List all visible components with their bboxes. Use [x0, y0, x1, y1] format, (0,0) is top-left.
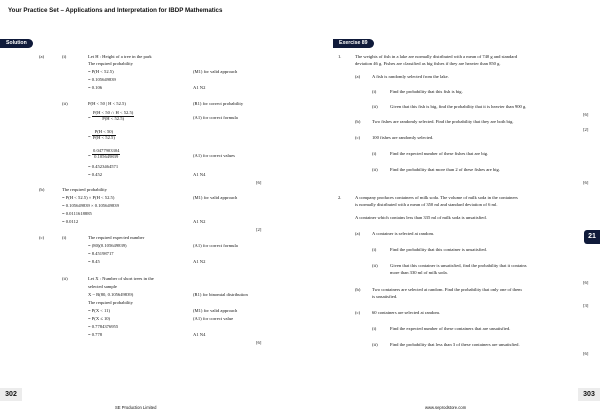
solution-line: = P(X ≤ 10)	[88, 316, 111, 321]
page-number-left: 302	[0, 388, 22, 401]
part-a-label: (a)	[39, 54, 45, 59]
mark-total: [6]	[583, 280, 589, 285]
page-header-title: Your Practice Set – Applications and Interpretation for IBDP Mathematics	[8, 7, 223, 14]
part-a-ii-label: (ii)	[62, 101, 68, 106]
solution-line: = 0.4523464571	[88, 164, 119, 169]
equals-sign: =	[88, 134, 91, 139]
fraction-denominator: 0.105649839	[94, 153, 119, 159]
question-number: 1.	[338, 54, 342, 59]
question-text: Two containers are selected at random. Find the probability that only one of them	[372, 287, 522, 292]
mark-total: [2]	[583, 127, 589, 132]
part-b-label: (b)	[39, 187, 45, 192]
question-text: A company produces containers of milk soda. The volume of milk soda in the containers	[355, 195, 518, 200]
solution-column	[0, 0, 300, 390]
q1-part-c-ii-label: (ii)	[372, 167, 378, 172]
solution-line: = 0.778	[88, 332, 103, 337]
equals-sign: =	[88, 115, 91, 120]
question-text: Find the expected number of these containers that are unsatisfied.	[390, 326, 511, 331]
solution-line: = 0.452	[88, 172, 103, 177]
solution-line: = 0.7784376955	[88, 324, 119, 329]
solution-line: = 0.106	[88, 85, 103, 90]
question-text: A container which contains less than 335 ml of milk soda is unsatisfied.	[355, 215, 487, 220]
solution-line: = 8.45198717	[88, 251, 114, 256]
question-text: 60 containers are selected at random.	[372, 310, 441, 315]
mark-total: [6]	[256, 340, 262, 345]
mark-note: (A1) for correct value	[193, 316, 234, 321]
question-text: deviation 46 g. Fishes are classified as big fishes if they are heavier than 850 g.	[355, 61, 501, 66]
mark-note: (M1) for valid approach	[193, 195, 238, 200]
footer-publisher: SE Production Limited	[115, 405, 157, 410]
exercise-column	[300, 0, 600, 390]
part-c-label: (c)	[39, 235, 45, 240]
solution-line: The required probability	[88, 300, 133, 305]
question-text: The weights of fish in a lake are normally distributed with a mean of 740 g and standard	[355, 54, 518, 59]
q1-part-b-label: (b)	[355, 119, 361, 124]
solution-line: = P(X < 11)	[88, 308, 110, 313]
solution-line: = 0.0112	[62, 219, 79, 224]
solution-line: The required expected number	[88, 235, 145, 240]
mark-note: (M1) for valid approach	[193, 69, 238, 74]
mark-total: [2]	[256, 227, 262, 232]
fraction-denominator: P(H < 52.5)	[93, 134, 115, 140]
part-a-i-label: (i)	[62, 54, 67, 59]
q2-part-c-i-label: (i)	[372, 326, 377, 331]
mark-note: A1 N2	[193, 85, 206, 90]
fraction-numerator: P(H < 50 ∩ H < 52.5)	[93, 110, 134, 115]
mark-note: A1 N2	[193, 259, 206, 264]
question-text: A fish is randomly selected from the lake.	[372, 74, 449, 79]
solution-line: The required probability	[62, 187, 107, 192]
solution-line: = 0.105649839 × 0.105649839	[62, 203, 119, 208]
fraction	[92, 149, 120, 159]
question-text: more than 330 ml of milk soda.	[390, 270, 448, 275]
solution-line: = P(H < 52.5) × P(H < 52.5)	[62, 195, 115, 200]
q2-part-a-label: (a)	[355, 231, 361, 236]
solution-line: P(H < 50 | H < 52.5)	[88, 101, 126, 106]
solution-line: X ~ B(80, 0.105649839)	[88, 292, 134, 297]
solution-line: = 0.0111618885	[62, 211, 92, 216]
part-c-i-label: (i)	[62, 235, 67, 240]
mark-total: [6]	[583, 180, 589, 185]
q2-part-c-label: (c)	[355, 310, 361, 315]
question-text: Find the probability that less than 3 of these containers are unsatisfied.	[390, 342, 520, 347]
equals-sign: =	[88, 153, 91, 158]
fraction-denominator: P(H < 52.5)	[102, 115, 125, 121]
q1-part-a-ii-label: (ii)	[372, 104, 378, 109]
fraction	[92, 130, 116, 140]
question-text: Find the probability that this fish is big.	[390, 89, 463, 94]
mark-note: (A1) for correct formula	[193, 243, 238, 248]
solution-line: selected sample	[88, 284, 117, 289]
solution-line: The required probability	[88, 61, 133, 66]
question-text: Find the expected number of these fishes that are big.	[390, 151, 489, 156]
page-number-right: 303	[578, 388, 600, 401]
q2-part-a-i-label: (i)	[372, 247, 377, 252]
solution-band: Solution	[0, 39, 33, 48]
question-text: Find the probability that this container is unsatisfied.	[390, 247, 487, 252]
solution-line: Let X : Number of short trees in the	[88, 276, 154, 281]
chapter-tab: 21	[584, 230, 600, 244]
mark-note: A1 N4	[193, 172, 206, 177]
q2-part-c-ii-label: (ii)	[372, 342, 378, 347]
question-text: 100 fishes are randomly selected.	[372, 135, 434, 140]
q2-part-a-ii-label: (ii)	[372, 263, 378, 268]
question-text: A container is selected at random.	[372, 231, 435, 236]
solution-line: = (80)(0.105649839)	[88, 243, 127, 248]
q1-part-c-i-label: (i)	[372, 151, 377, 156]
mark-total: [6]	[256, 180, 262, 185]
mark-total: [3]	[583, 303, 589, 308]
q1-part-a-label: (a)	[355, 74, 361, 79]
mark-note: (A1) for correct values	[193, 153, 235, 158]
mark-note: (M1) for valid approach	[193, 308, 238, 313]
q1-part-a-i-label: (i)	[372, 89, 377, 94]
mark-note: (R1) for correct probability	[193, 101, 244, 106]
q2-part-b-label: (b)	[355, 287, 361, 292]
solution-line: = 8.45	[88, 259, 100, 264]
mark-note: (A1) for correct formula	[193, 115, 238, 120]
part-c-ii-label: (ii)	[62, 276, 68, 281]
fraction-numerator: P(H < 50)	[92, 130, 116, 136]
fraction-numerator: 0.0477903304	[93, 148, 120, 153]
question-text: Given that this fish is big, find the probability that it is heavier than 900 g.	[390, 104, 527, 109]
question-text: Two fishes are randomly selected. Find the probability that they are both big.	[372, 119, 514, 124]
question-number: 2.	[338, 195, 342, 200]
fraction	[92, 111, 134, 121]
solution-line: Let H : Height of a tree in the park	[88, 54, 152, 59]
question-text: Find the probability that more than 2 of these fishes are big.	[390, 167, 500, 172]
mark-note: A1 N2	[193, 219, 206, 224]
q1-part-c-label: (c)	[355, 135, 361, 140]
question-text: is normally distributed with a mean of 350 ml and standard deviation of 6 ml.	[355, 202, 498, 207]
mark-note: A1 N4	[193, 332, 206, 337]
footer-website: www.seprodstore.com	[425, 405, 467, 410]
question-text: Given that this container is unsatisfied, find the probability that it contains	[390, 263, 527, 268]
solution-line: = P(H < 52.5)	[88, 69, 114, 74]
mark-total: [6]	[583, 351, 589, 356]
solution-line: = 0.105649839	[88, 77, 116, 82]
question-text: is unsatisfied.	[372, 294, 398, 299]
exercise-band: Exercise 89	[333, 39, 374, 48]
mark-total: [6]	[583, 112, 589, 117]
mark-note: (R1) for binomial distribution	[193, 292, 248, 297]
